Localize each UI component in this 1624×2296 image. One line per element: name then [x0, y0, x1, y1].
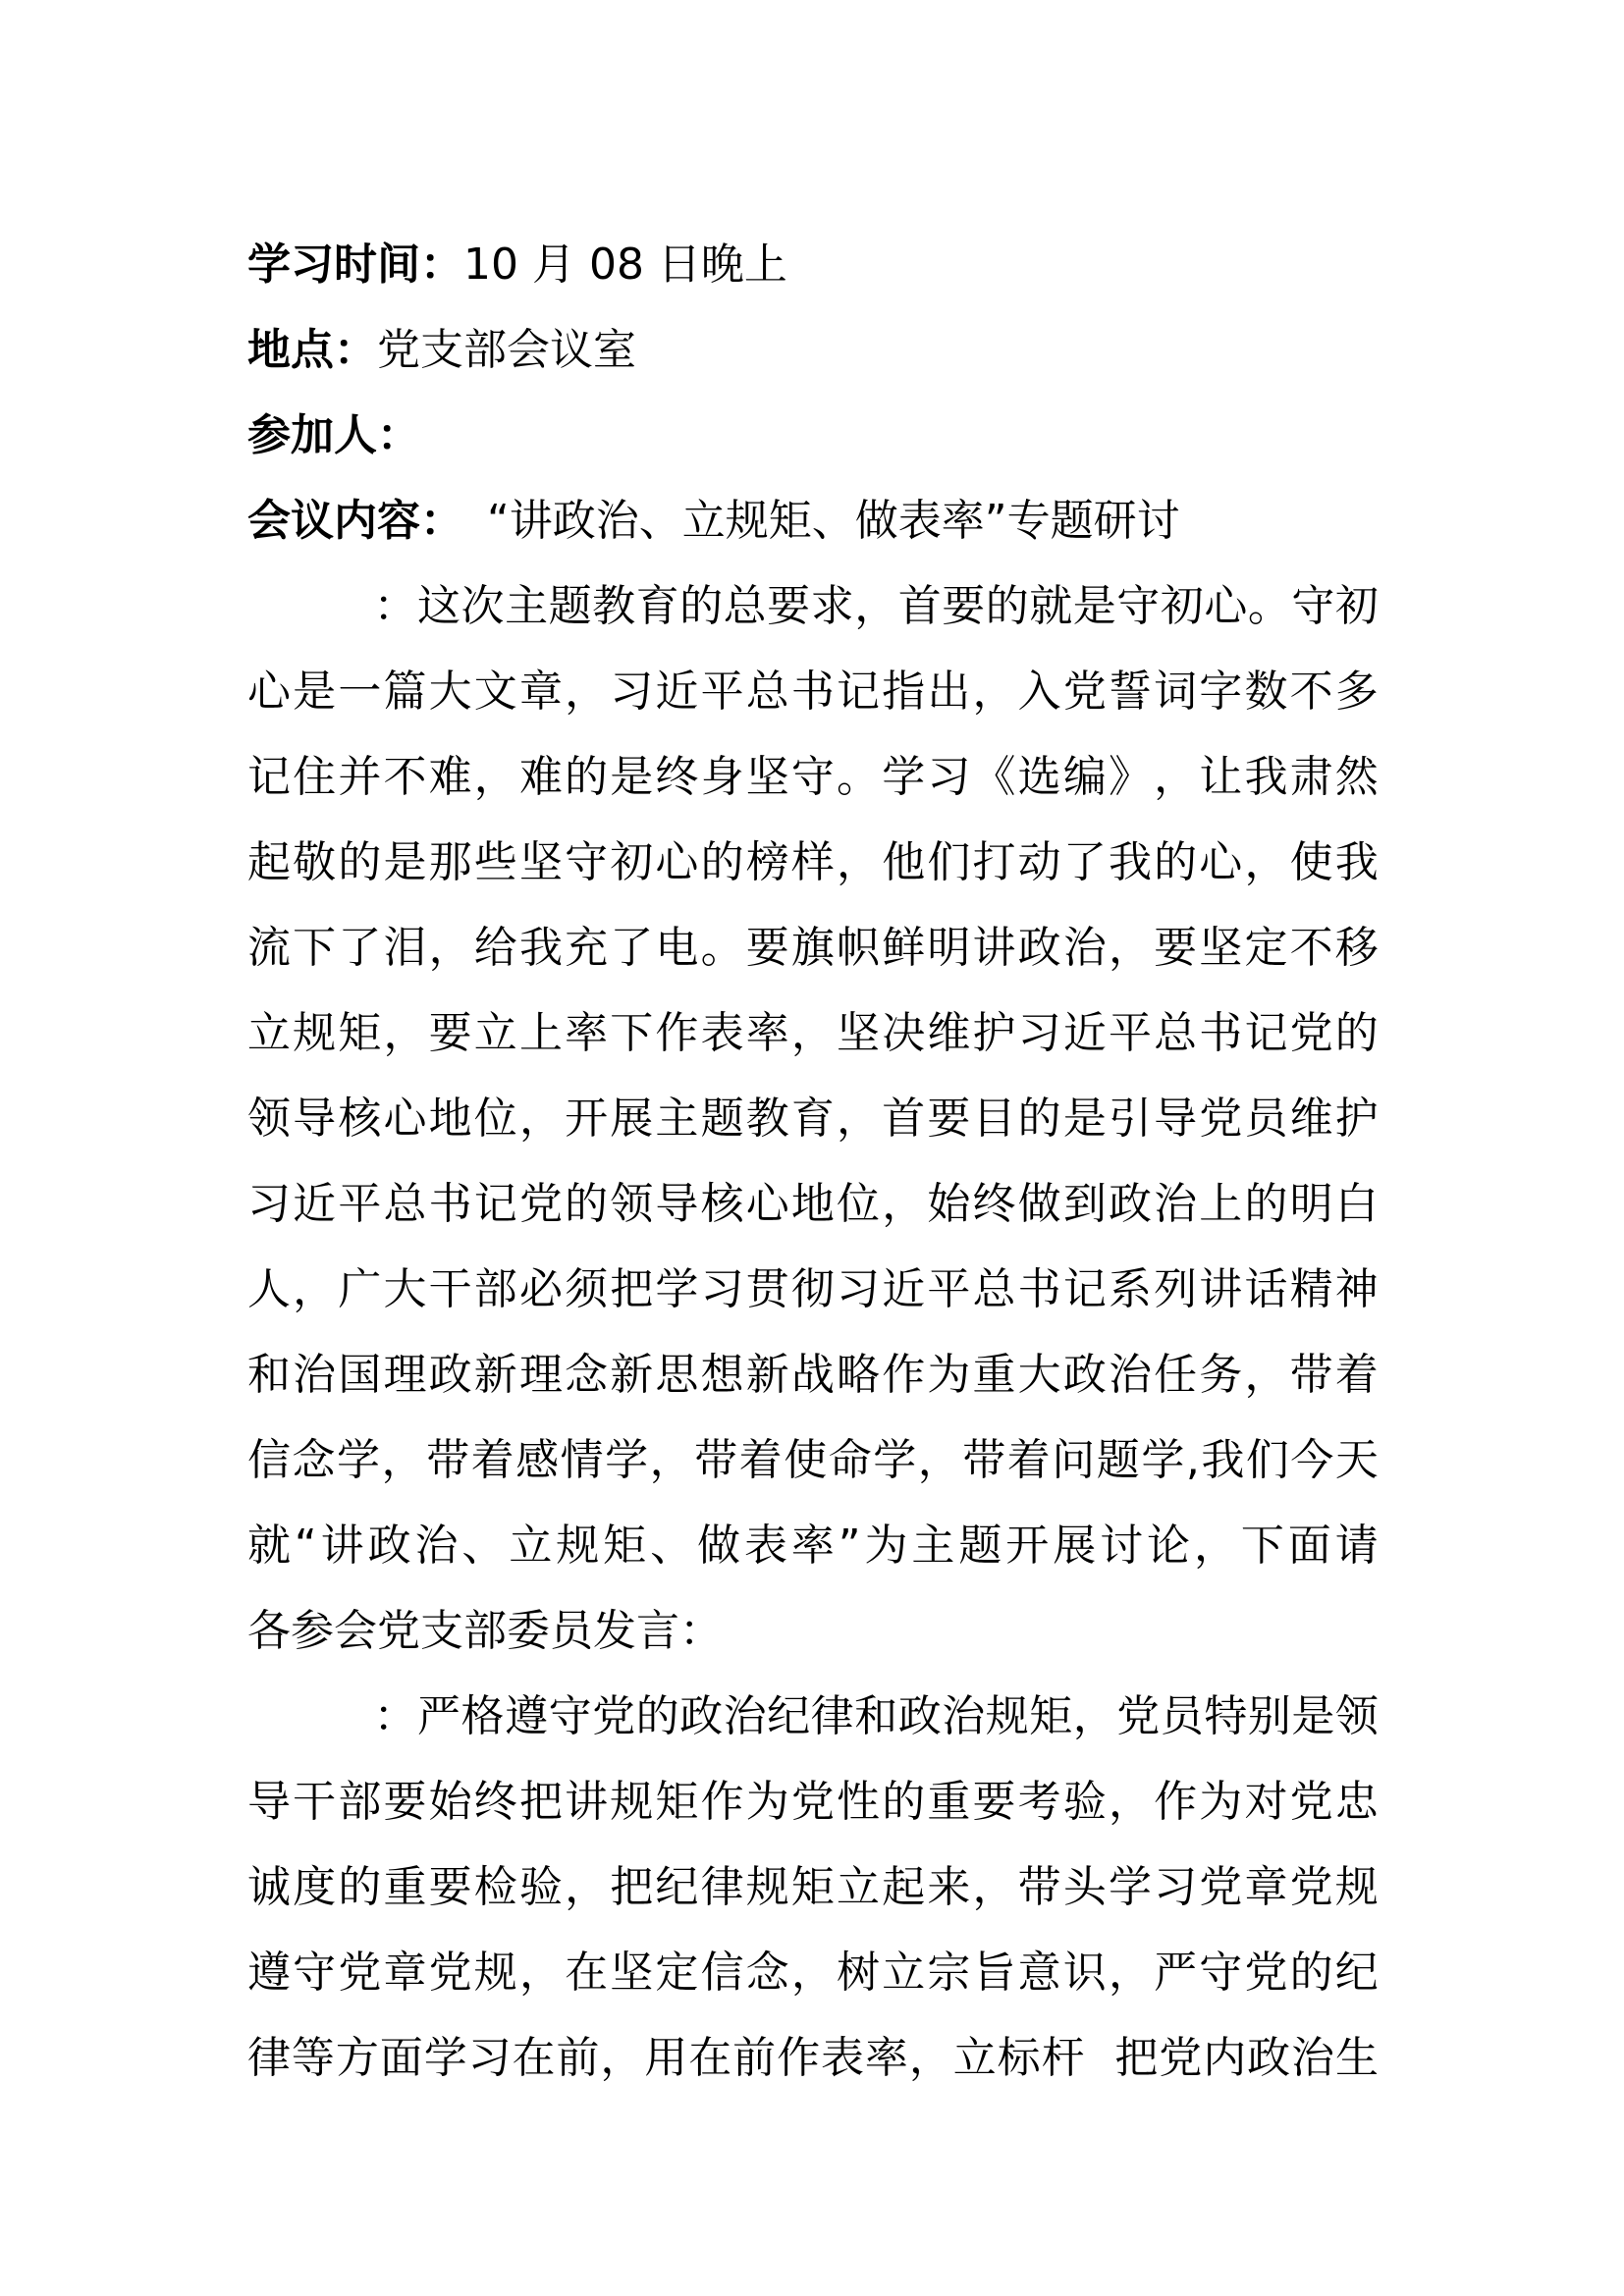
paragraph-line: 诚 度 的 重 要 检 验 ， 把 纪 律 规 矩 立 起 来 ， 带 头 学 习 党 章 党 规	[247, 1862, 1379, 1912]
study-time-row	[247, 222, 1379, 307]
paragraph-line: 习 近 平 总 书 记 党 的 领 导 核 心 地 位 ， 始 终 做 到 政 治 上 的 明 白	[247, 1179, 1379, 1229]
paragraph-line: 起 敬 的 是 那 些 坚 守 初 心 的 榜 样 ， 他 们 打 动 了 我 的 心 ， 使 我	[247, 837, 1379, 887]
attendees-row	[247, 393, 1379, 478]
paragraph-line: ： 这 次 主 题 教 育 的 总 要 求 ， 首 要 的 就 是 守 初 心 。 守 初	[247, 563, 1379, 649]
paragraph-line: 导 干 部 要 始 终 把 讲 规 矩 作 为 党 性 的 重 要 考 验 ， 作 为 对 党 忠	[247, 1777, 1379, 1827]
location-row	[247, 307, 1379, 393]
paragraph-line: ： 严 格 遵 守 党 的 政 治 纪 律 和 政 治 规 矩 ， 党 员 特 别 是 领	[247, 1674, 1379, 1759]
paragraph-line: 律 等 方 面 学 习 在 前 ， 用 在 前 作 表 率 ， 立 标 杆 把 党 内 政 治 生	[247, 2033, 1379, 2083]
paragraph-line: 心 是 一 篇 大 文 章 ， 习 近 平 总 书 记 指 出 ， 入 党 誓 词 字 数 不 多	[247, 667, 1379, 717]
speaker-name	[247, 1674, 373, 1759]
speaker-name	[247, 563, 373, 649]
paragraph-line: 人 ， 广 大 干 部 必 须 把 学 习 贯 彻 习 近 平 总 书 记 系 列 讲 话 精 神	[247, 1264, 1379, 1314]
speech-paragraph-2	[247, 1674, 1379, 2101]
paragraph-line	[247, 1588, 1379, 1674]
meeting-content-row	[247, 478, 1379, 563]
location-label: 地点：	[247, 325, 377, 375]
study-time-label: 学习时间：	[247, 240, 463, 290]
paragraph-line: 立 规 矩 ， 要 立 上 率 下 作 表 率 ， 坚 决 维 护 习 近 平 总 书 记 党 的	[247, 1008, 1379, 1058]
meeting-content-value: “讲政治、立规矩、做表率”专题研讨	[487, 496, 1180, 546]
meeting-content-label: 会议内容：	[247, 496, 463, 546]
paragraph-line: 和 治 国 理 政 新 理 念 新 思 想 新 战 略 作 为 重 大 政 治 任 务 ， 带 着	[247, 1350, 1379, 1400]
paragraph-line: 就 “ 讲 政 治 、 立 规 矩 、 做 表 率 ” 为 主 题 开 展 讨 论 ， 下 面 请	[247, 1521, 1379, 1571]
paragraph-line: 记 住 并 不 难 ， 难 的 是 终 身 坚 守 。 学 习 《 选 编 》 ， 让 我 肃 然	[247, 752, 1379, 802]
line-text: 各参会党支部委员发言：	[247, 1606, 723, 1656]
document-page	[247, 222, 1379, 2101]
speech-paragraph-1	[247, 563, 1379, 1674]
attendees-label: 参加人：	[247, 410, 420, 460]
paragraph-line: 领 导 核 心 地 位 ， 开 展 主 题 教 育 ， 首 要 目 的 是 引 导 党 员 维 护	[247, 1094, 1379, 1144]
paragraph-line: 流 下 了 泪 ， 给 我 充 了 电 。 要 旗 帜 鲜 明 讲 政 治 ， 要 坚 定 不 移	[247, 923, 1379, 973]
study-time-value: 10 月 08 日晚上	[463, 240, 787, 290]
paragraph-line: 遵 守 党 章 党 规 ， 在 坚 定 信 念 ， 树 立 宗 旨 意 识 ， 严 守 党 的 纪	[247, 1948, 1379, 1998]
paragraph-line: 信 念 学 ， 带 着 感 情 学 ， 带 着 使 命 学 ， 带 着 问 题 学 , 我 们 今 天	[247, 1435, 1379, 1485]
location-value: 党支部会议室	[377, 325, 636, 375]
